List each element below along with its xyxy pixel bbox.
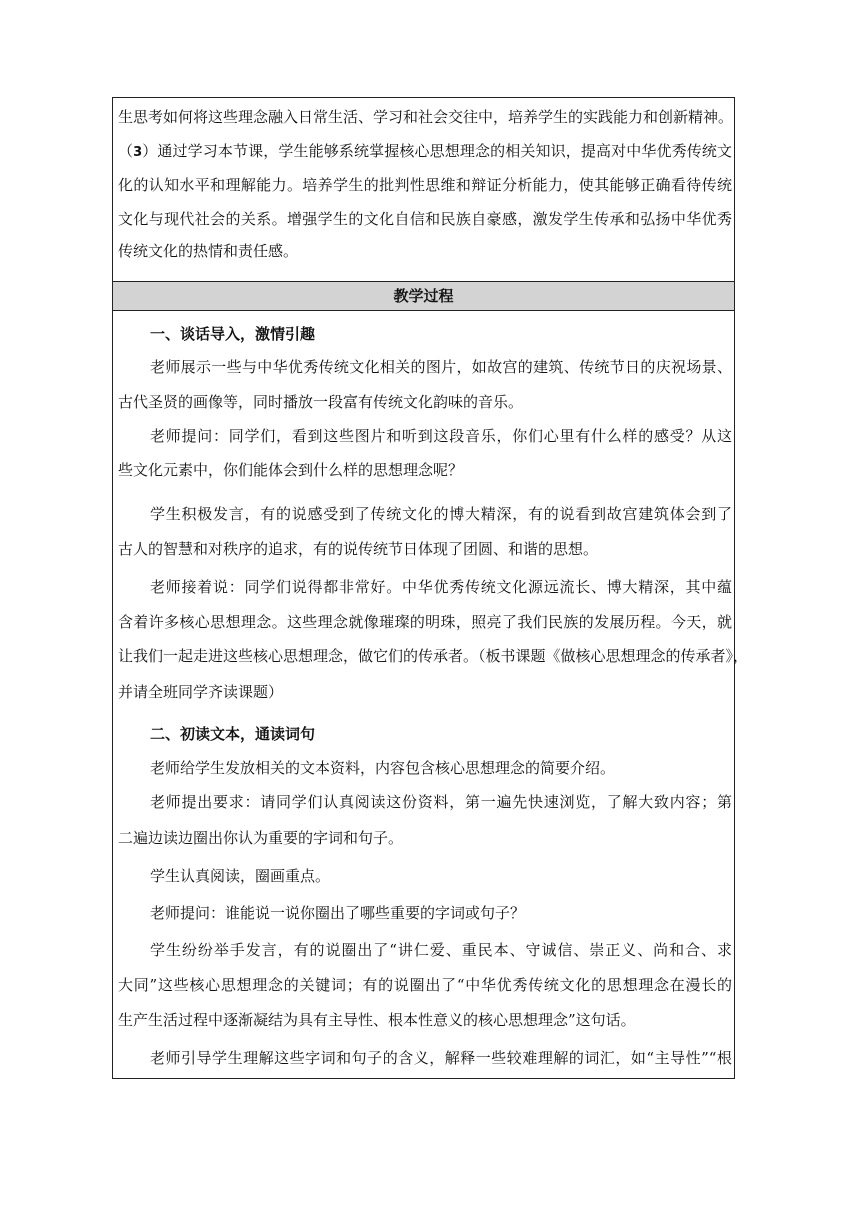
- paragraph-9-line-1: 学生纷纷举手发言，有的说圈出了“讲仁爱、重民本、守诚信、崇正义、尚和合、求: [150, 941, 732, 959]
- objectives-line-1: 生思考如何将这些理念融入日常生活、学习和社会交往中，培养学生的实践能力和创新精神。: [118, 108, 734, 126]
- paragraph-10-line-1: 老师引导学生理解这些字词和句子的含义，解释一些较难理解的词汇，如“主导性”“根: [150, 1049, 732, 1067]
- paragraph-9-line-2: 大同”这些核心思想理念的关键词；有的说圈出了“中华优秀传统文化的思想理念在漫长的: [118, 976, 732, 994]
- paragraph-6-line-1: 老师提出要求：请同学们认真阅读这份资料，第一遍先快速浏览，了解大致内容；第: [150, 793, 732, 811]
- paragraph-4-line-2: 含着许多核心思想理念。这些理念就像璀璨的明珠，照亮了我们民族的发展历程。今天，就: [118, 613, 732, 631]
- lesson-plan-table: [112, 97, 749, 1079]
- paragraph-4-line-1: 老师接着说：同学们说得都非常好。中华优秀传统文化源远流长、博大精深，其中蕴: [150, 578, 732, 596]
- objectives-line-2: [118, 140, 732, 161]
- paragraph-1-line-2: 古代圣贤的画像等，同时播放一段富有传统文化韵味的音乐。: [118, 393, 524, 411]
- paragraph-3-line-1: 学生积极发言，有的说感受到了传统文化的博大精深，有的说看到故宫建筑体会到了: [150, 505, 732, 523]
- section-header: 教学过程: [113, 282, 734, 311]
- objectives-open-paren: （: [118, 142, 134, 160]
- paragraph-3-line-2: 古人的智慧和对秩序的追求，有的说传统节日体现了团圆、和谐的思想。: [118, 540, 599, 558]
- objectives-line-2-text: ）通过学习本节课，学生能够系统掌握核心思想理念的相关知识，提高对中华优秀传统文: [142, 142, 732, 160]
- paragraph-9-line-3: 生产生活过程中逐渐凝结为具有主导性、根本性意义的核心思想理念”这句话。: [118, 1011, 636, 1029]
- paragraph-2-line-1: 老师提问：同学们，看到这些图片和听到这段音乐，你们心里有什么样的感受？从这: [150, 427, 732, 445]
- paragraph-4-line-4: 并请全班同学齐读课题）: [118, 683, 284, 701]
- paragraph-1-line-1: 老师展示一些与中华优秀传统文化相关的图片，如故宫的建筑、传统节日的庆祝场景、: [150, 358, 732, 376]
- paragraph-8: 老师提问：谁能说一说你圈出了哪些重要的字词或句子？: [150, 904, 526, 922]
- paragraph-6-line-2: 二遍边读边圈出你认为重要的字词和句子。: [118, 829, 404, 847]
- paragraph-5: 老师给学生发放相关的文本资料，内容包含核心思想理念的简要介绍。: [150, 759, 616, 777]
- paragraph-7: 学生认真阅读，圈画重点。: [150, 867, 331, 885]
- objectives-line-5: 传统文化的热情和责任感。: [118, 242, 299, 260]
- objectives-item-number: 3: [133, 145, 143, 160]
- objectives-cell: [113, 98, 734, 282]
- objectives-line-3: 化的认知水平和理解能力。培养学生的批判性思维和辩证分析能力，使其能够正确看待传统: [118, 176, 732, 194]
- objectives-line-4: 文化与现代社会的关系。增强学生的文化自信和民族自豪感，激发学生传承和弘扬中华优秀: [118, 210, 732, 228]
- paragraph-4-line-3: 让我们一起走进这些核心思想理念，做它们的传承者。（板书课题《做核心思想理念的传承者》，: [118, 647, 749, 665]
- paragraph-2-line-2: 些文化元素中，你们能体会到什么样的思想理念呢？: [118, 461, 464, 479]
- heading-2: 二、初读文本，通读词句: [150, 725, 316, 743]
- heading-1: 一、谈话导入，激情引趣: [150, 325, 316, 343]
